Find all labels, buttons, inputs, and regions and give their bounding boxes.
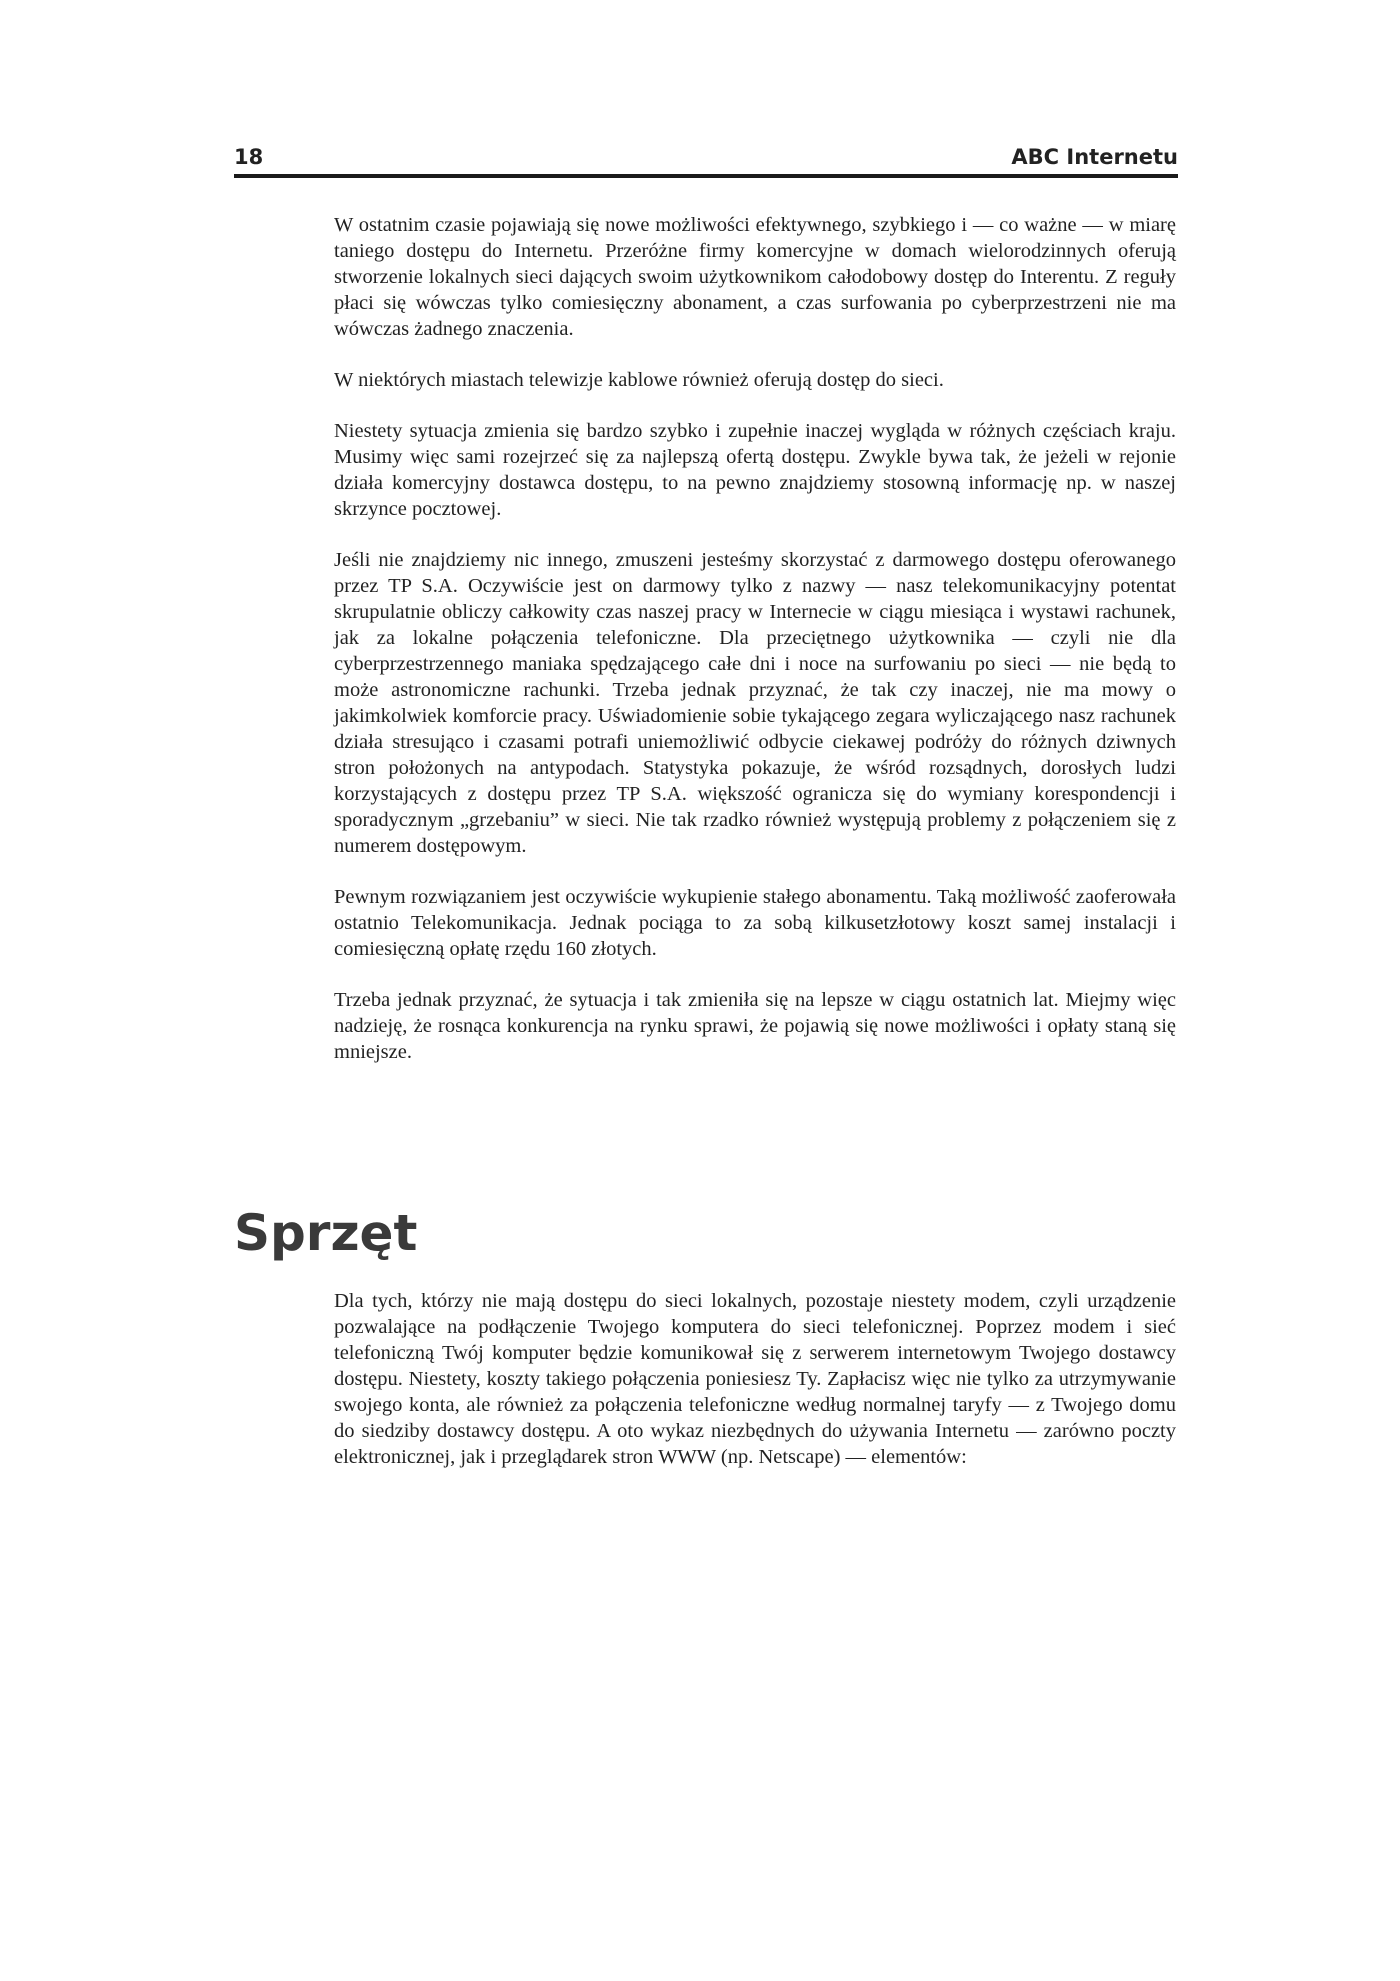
paragraph: Trzeba jednak przyznać, że sytuacja i tak zmieniła się na lepsze w ciągu ostatnich lat. Miejmy więc nadzieję, że rosnąca konkurencja na rynku sprawi, że pojawią się nowe możliwości i opłaty staną się mniejsze. xyxy=(334,989,1176,1063)
section-body xyxy=(334,1288,1176,1470)
section-heading: Sprzęt xyxy=(234,1204,418,1262)
page-number: 18 xyxy=(234,145,264,169)
paragraph: W niektórych miastach telewizje kablowe również oferują dostęp do sieci. xyxy=(334,369,944,391)
body-text xyxy=(334,212,1176,1090)
paragraph: W ostatnim czasie pojawiają się nowe możliwości efektywnego, szybkiego i — co ważne — w miarę taniego dostępu do Internetu. Przeróżne firmy komercyjne w domach wielorodzinnych oferują stworzenie lokalnych sieci dających swoim użytkownikom całodobowy dostęp do Interentu. Z reguły płaci się wówczas tylko comiesięczny abonament, a czas surfowania po cyberprzestrzeni nie ma wówczas żadnego znaczenia. xyxy=(334,214,1176,340)
paragraph: Jeśli nie znajdziemy nic innego, zmuszeni jesteśmy skorzystać z darmowego dostępu oferowanego przez TP S.A. Oczywiście jest on darmowy tylko z nazwy — nasz telekomunikacyjny potentat skrupulatnie obliczy całkowity czas naszej pracy w Internecie w ciągu miesiąca i wystawi rachunek, jak za lokalne połączenia telefoniczne. Dla przeciętnego użytkownika — czyli nie dla cyberprzestrzennego maniaka spędzającego całe dni i noce na surfowaniu po sieci — nie będą to może astronomiczne rachunki. Trzeba jednak przyznać, że tak czy inaczej, nie ma mowy o jakimkolwiek komforcie pracy. Uświadomienie sobie tykającego zegara wyliczającego nasz rachunek działa stresująco i czasami potrafi uniemożliwić odbycie ciekawej podróży do różnych dziwnych stron położonych na antypodach. Statystyka pokazuje, że wśród rozsądnych, dorosłych ludzi korzystających z dostępu przez TP S.A. większość ogranicza się do wymiany korespondencji i sporadycznym „grzebaniu” w sieci. Nie tak rzadko również występują problemy z połączeniem się z numerem dostępowym. xyxy=(334,549,1176,857)
paragraph: Niestety sytuacja zmienia się bardzo szybko i zupełnie inaczej wygląda w różnych częściach kraju. Musimy więc sami rozejrzeć się za najlepszą ofertą dostępu. Zwykle bywa tak, że jeżeli w rejonie działa komercyjny dostawca dostępu, to na pewno znajdziemy stosowną informację np. w naszej skrzynce pocztowej. xyxy=(334,420,1176,520)
paragraph: Dla tych, którzy nie mają dostępu do sieci lokalnych, pozostaje niestety modem, czyli urządzenie pozwalające na podłączenie Twojego komputera do sieci telefonicznej. Poprzez modem i sieć telefoniczną Twój komputer będzie komunikował się z serwerem internetowym Twojego dostawcy dostępu. Niestety, koszty takiego połączenia poniesiesz Ty. Zapłacisz więc nie tylko za utrzymywanie swojego konta, ale również za połączenia telefoniczne według normalnej taryfy — z Twojego domu do siedziby dostawcy dostępu. A oto wykaz niezbędnych do używania Internetu — zarówno poczty elektronicznej, jak i przeglądarek stron WWW (np. Netscape) — elementów: xyxy=(334,1290,1176,1468)
paragraph: Pewnym rozwiązaniem jest oczywiście wykupienie stałego abonamentu. Taką możliwość zaoferowała ostatnio Telekomunikacja. Jednak pociąga to za sobą kilkusetzłotowy koszt samej instalacji i comiesięczną opłatę rzędu 160 złotych. xyxy=(334,886,1176,960)
running-title: ABC Internetu xyxy=(1011,145,1178,169)
running-header xyxy=(234,146,1178,178)
